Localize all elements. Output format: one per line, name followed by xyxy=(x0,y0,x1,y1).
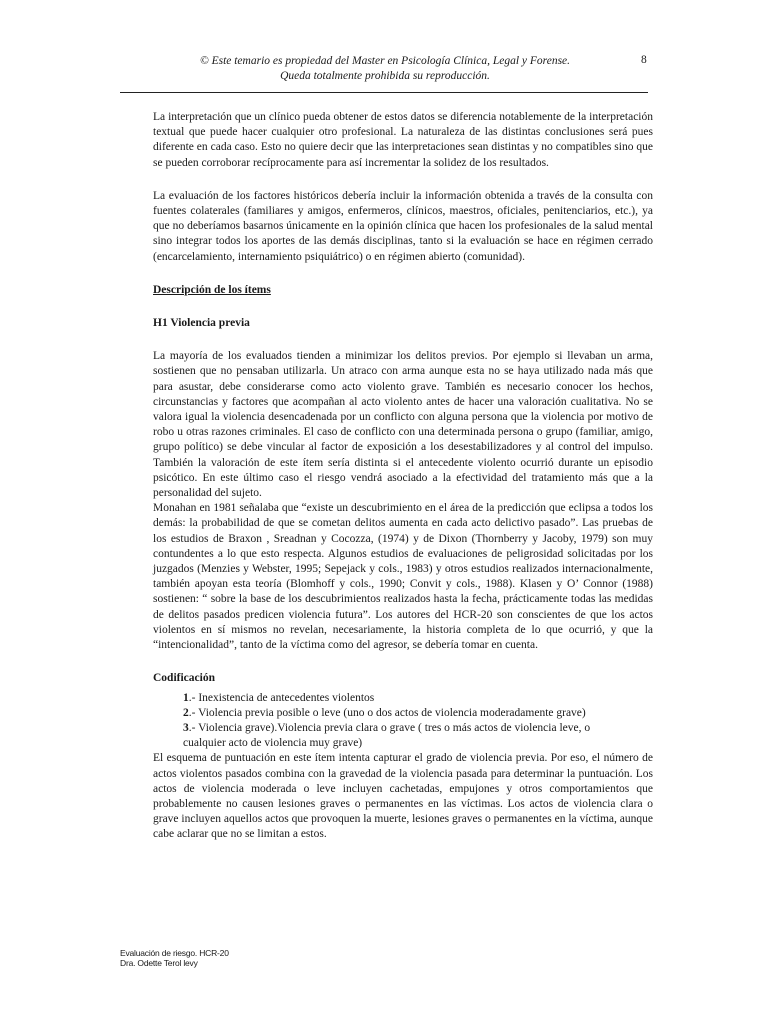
section-heading-coding: Codificación xyxy=(153,672,215,685)
list-item: 2.- Violencia previa posible o leve (uno o dos actos de violencia moderadamente grave) xyxy=(183,706,586,719)
section-heading-h1: H1 Violencia previa xyxy=(153,317,250,330)
header-divider xyxy=(120,92,648,93)
footer-title: Evaluación de riesgo. HCR-20 xyxy=(120,948,229,958)
coding-list xyxy=(183,691,653,752)
page-header xyxy=(120,54,650,84)
page-number: 8 xyxy=(641,54,647,66)
paragraph-monahan: Monahan en 1981 señalaba que “existe un descubrimiento en el área de la predicción que eclipsa a todos los demás: la probabilidad de que se cometan delitos aumenta en cada acto delictivo pasado”. Las pruebas de los estudios de Braxon , Sreadnan y Cocozza, (1974) y de Dixon (Thornberry y Jacoby, 1979) son muy contundentes a lo que esto respecta. Algunos estudios de evaluaciones de peligrosidad solicitadas por los juzgados (Menzies y Webster, 1995; Sepejack y cols., 1983) y otros estudios realizados internacionalmente, también apoyan esta teoría (Blomhoff y cols., 1990; Convit y cols., 1988). Klasen y O’ Connor (1988) sostienen: “ sobre la base de los descubrimientos realizados hasta la fecha, prácticamente todas las medidas de delitos pasados predicen violencia futura”. Los autores del HCR-20 son conscientes de que los actos violentos en sí mismos no revelan, necesariamente, la historia completa de lo que ocurrió, y que la “intencionalidad”, tanto de la víctima como del agresor, se debería tomar en cuenta. xyxy=(153,502,653,652)
list-item: 1.- Inexistencia de antecedentes violentos xyxy=(183,691,375,704)
header-copyright: © Este temario es propiedad del Master en Psicología Clínica, Legal y Forense. xyxy=(199,55,571,67)
paragraph-scoring: El esquema de puntuación en este ítem intenta capturar el grado de violencia previa. Por eso, el número de actos violentos pasados combina con la gravedad de la violencia pasada para determinar la puntuación. Los actos de violencia moderada o leve incluyen cachetadas, empujones y otros comportamientos que probablemente no causen lesiones graves o permanentes en las víctimas. Los actos de violencia clara o grave incluyen aquellos actos que provoquen la muerte, lesiones graves o permanentes en la víctima, aunque cabe aclarar que no se limitan a estos. xyxy=(153,752,653,841)
paragraph-interpretation: La interpretación que un clínico pueda obtener de estos datos se diferencia notablemente de la interpretación textual que puede hacer cualquier otro profesional. La naturaleza de las distintas conclusiones será pues diferente en cada caso. Esto no quiere decir que las interpretaciones sean distintas y no compatibles sino que se pueden corroborar recíprocamente para así incrementar la solidez de los resultados. xyxy=(153,111,653,169)
section-heading-items: Descripción de los ítems xyxy=(153,283,271,296)
footer-author: Dra. Odette Terol levy xyxy=(120,958,198,968)
paragraph-previous-violence: La mayoría de los evaluados tienden a minimizar los delitos previos. Por ejemplo si llevaban un arma, sostienen que no pensaban utilizarla. Un atraco con arma aunque esta no se haya utilizado nada más que para asustar, debe considerarse como acto violento grave. También es necesario conocer los hechos, circunstancias y factores que acompañan al acto violento antes de hacer una valoración cualitativa. No se valora igual la violencia desencadenada por un conflicto con alguna persona que la violencia por motivo de robo u otras razones criminales. El caso de conflicto con una determinada persona o grupo (familiar, amigo, grupo político) se debe vincular al factor de exposición a los desestabilizadores y al control del impulso. También la valoración de este ítem sería distinta si el antecedente violento ocurrió durante un episodio psicótico. En este último caso el riesgo vendrá asociado a la efectividad del tratamiento más que a la personalidad del sujeto. xyxy=(153,350,653,500)
document-body xyxy=(153,110,653,843)
page-footer xyxy=(120,948,229,968)
list-item-continuation: cualquier acto de violencia muy grave) xyxy=(183,737,363,750)
paragraph-historical-factors: La evaluación de los factores históricos debería incluir la información obtenida a través de la consulta con fuentes colaterales (familiares y amigos, enfermeros, clínicos, maestros, oficiales, penitenciarios, etc.), ya que no deberíamos basarnos únicamente en la opinión clínica que hacen los profesionales de la salud mental sino integrar todos los aportes de las demás disciplinas, tanto si la evaluación se hace en régimen cerrado (encarcelamiento, internamiento psiquiátrico) o en régimen abierto (comunidad). xyxy=(153,189,653,263)
list-item: 3.- Violencia grave).Violencia previa clara o grave ( tres o más actos de violencia leve, o xyxy=(183,721,591,734)
header-notice: Queda totalmente prohibida su reproducción. xyxy=(280,70,490,82)
